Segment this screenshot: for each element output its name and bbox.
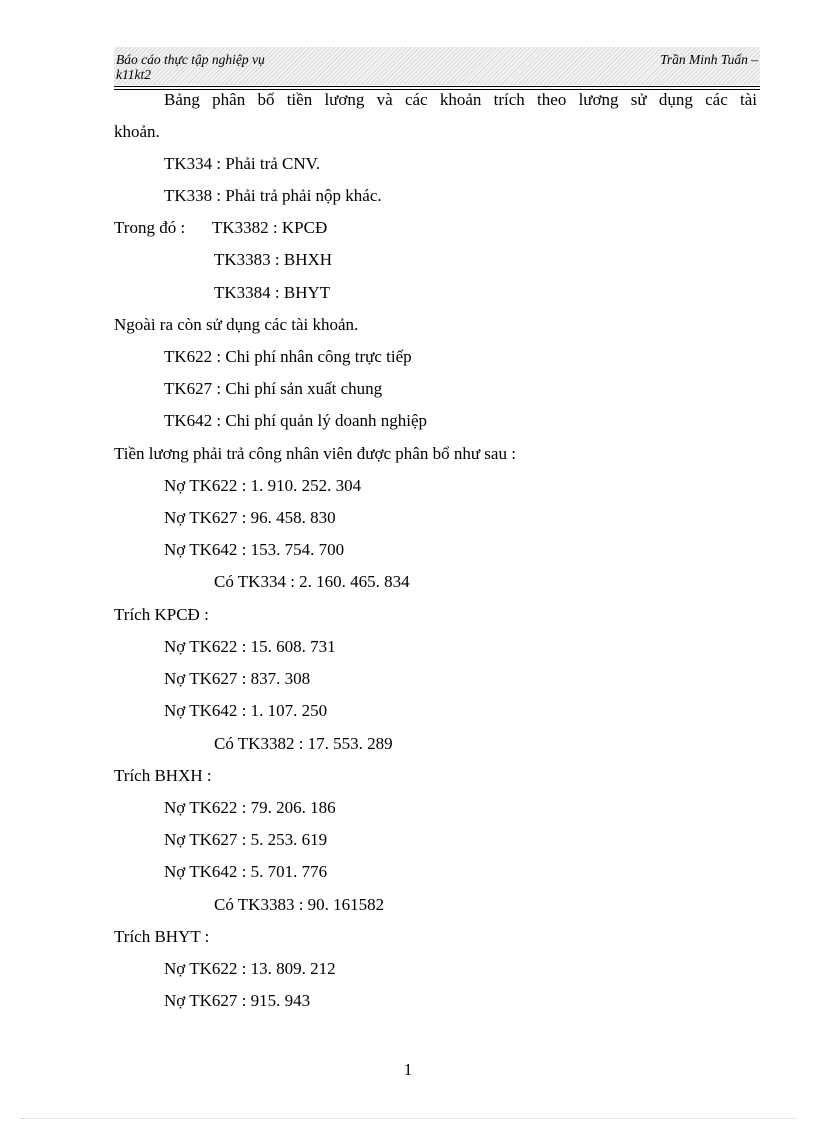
entry-tl-no642: Nợ TK642 : 153. 754. 700 xyxy=(164,540,345,559)
header-rule-top xyxy=(114,86,760,87)
entry-kp-no622: Nợ TK622 : 15. 608. 731 xyxy=(164,637,336,656)
account-tk3382: TK3382 : KPCĐ xyxy=(212,218,328,237)
ngoai-ra-line: Ngoài ra còn sử dụng các tài khoản. xyxy=(114,315,359,334)
entry-bx-no627: Nợ TK627 : 5. 253. 619 xyxy=(164,830,328,849)
page-bottom-divider xyxy=(20,1118,796,1119)
account-tk338: TK338 : Phải trả phải nộp khác. xyxy=(164,186,382,205)
entry-kp-co3382: Có TK3382 : 17. 553. 289 xyxy=(214,734,393,753)
entry-by-no622: Nợ TK622 : 13. 809. 212 xyxy=(164,959,336,978)
header-report-title: Báo cáo thực tập nghiệp vụ xyxy=(116,52,265,67)
account-tk622: TK622 : Chi phí nhân công trực tiếp xyxy=(164,347,412,366)
entry-by-no627: Nợ TK627 : 915. 943 xyxy=(164,991,311,1010)
entry-tl-co334: Có TK334 : 2. 160. 465. 834 xyxy=(214,572,410,591)
trich-bhyt-heading: Trích BHYT : xyxy=(114,927,210,946)
header-class-code: k11kt2 xyxy=(116,67,151,82)
trong-do-label: Trong đó : xyxy=(114,218,186,237)
page-number: 1 xyxy=(403,1060,413,1079)
tien-luong-heading: Tiền lương phải trả công nhân viên được phân bổ như sau : xyxy=(114,444,516,463)
header-author: Trần Minh Tuấn – xyxy=(660,52,758,67)
page-header xyxy=(114,47,760,85)
intro-line-2: khoản. xyxy=(114,122,160,141)
trich-bhxh-heading: Trích BHXH : xyxy=(114,766,212,785)
entry-tl-no627: Nợ TK627 : 96. 458. 830 xyxy=(164,508,336,527)
account-tk3384: TK3384 : BHYT xyxy=(214,283,331,302)
entry-bx-co3383: Có TK3383 : 90. 161582 xyxy=(214,895,385,914)
entry-tl-no622: Nợ TK622 : 1. 910. 252. 304 xyxy=(164,476,362,495)
intro-line-1: Bảng phân bổ tiền lương và các khoản trích theo lương sử dụng các tài xyxy=(164,90,757,109)
entry-bx-no642: Nợ TK642 : 5. 701. 776 xyxy=(164,862,328,881)
account-tk642: TK642 : Chi phí quản lý doanh nghiệp xyxy=(164,411,428,430)
account-tk3383: TK3383 : BHXH xyxy=(214,250,333,269)
account-tk627: TK627 : Chi phí sản xuất chung xyxy=(164,379,383,398)
account-tk334: TK334 : Phải trả CNV. xyxy=(164,154,320,173)
entry-kp-no642: Nợ TK642 : 1. 107. 250 xyxy=(164,701,328,720)
entry-kp-no627: Nợ TK627 : 837. 308 xyxy=(164,669,311,688)
trich-kpcd-heading: Trích KPCĐ : xyxy=(114,605,209,624)
entry-bx-no622: Nợ TK622 : 79. 206. 186 xyxy=(164,798,336,817)
